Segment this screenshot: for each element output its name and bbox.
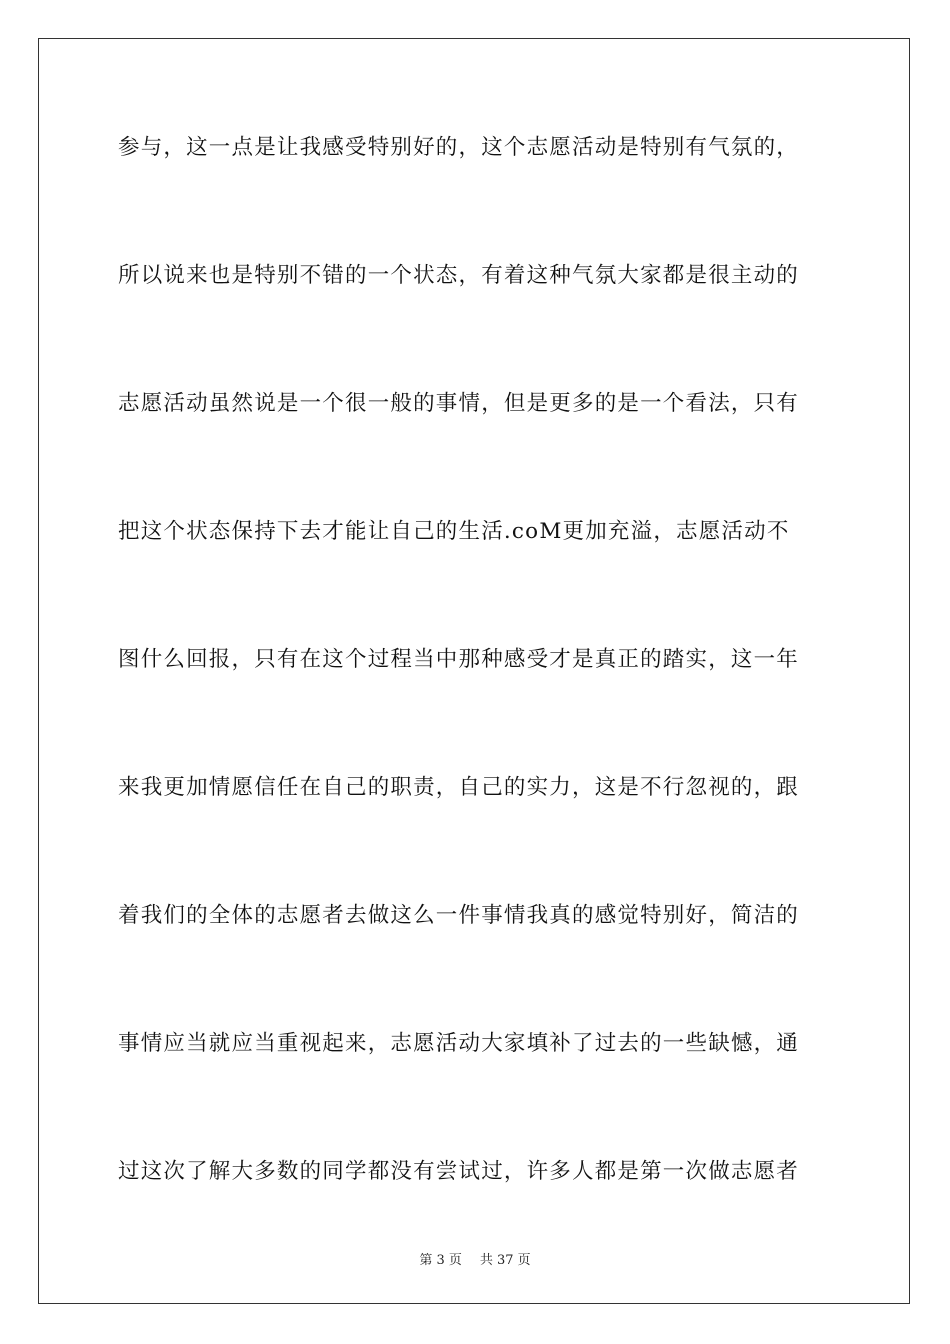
text-line: 所以说来也是特别不错的一个状态，有着这种气氛大家都是很主动的 [118,263,800,288]
text-line: 事情应当就应当重视起来，志愿活动大家填补了过去的一些缺憾，通 [118,1031,800,1056]
text-line: 把这个状态保持下去才能让自己的生活.coM更加充溢，志愿活动不 [118,519,790,544]
document-body [118,120,833,1272]
page-total: 共 37 页 [479,1253,531,1268]
page-footer [0,1249,950,1268]
text-line: 来我更加情愿信任在自己的职责，自己的实力，这是不行忽视的，跟 [118,775,800,800]
text-line: 过这次了解大多数的同学都没有尝试过，许多人都是第一次做志愿者 [118,1159,800,1184]
text-line: 图什么回报，只有在这个过程当中那种感受才是真正的踏实，这一年 [118,647,800,672]
text-line: 志愿活动虽然说是一个很一般的事情，但是更多的是一个看法，只有 [118,391,800,416]
text-line: 参与，这一点是让我感受特别好的，这个志愿活动是特别有气氛的， [118,135,800,160]
page-number: 第 3 页 [419,1253,462,1268]
text-line: 着我们的全体的志愿者去做这么一件事情我真的感觉特别好，简洁的 [118,903,800,928]
